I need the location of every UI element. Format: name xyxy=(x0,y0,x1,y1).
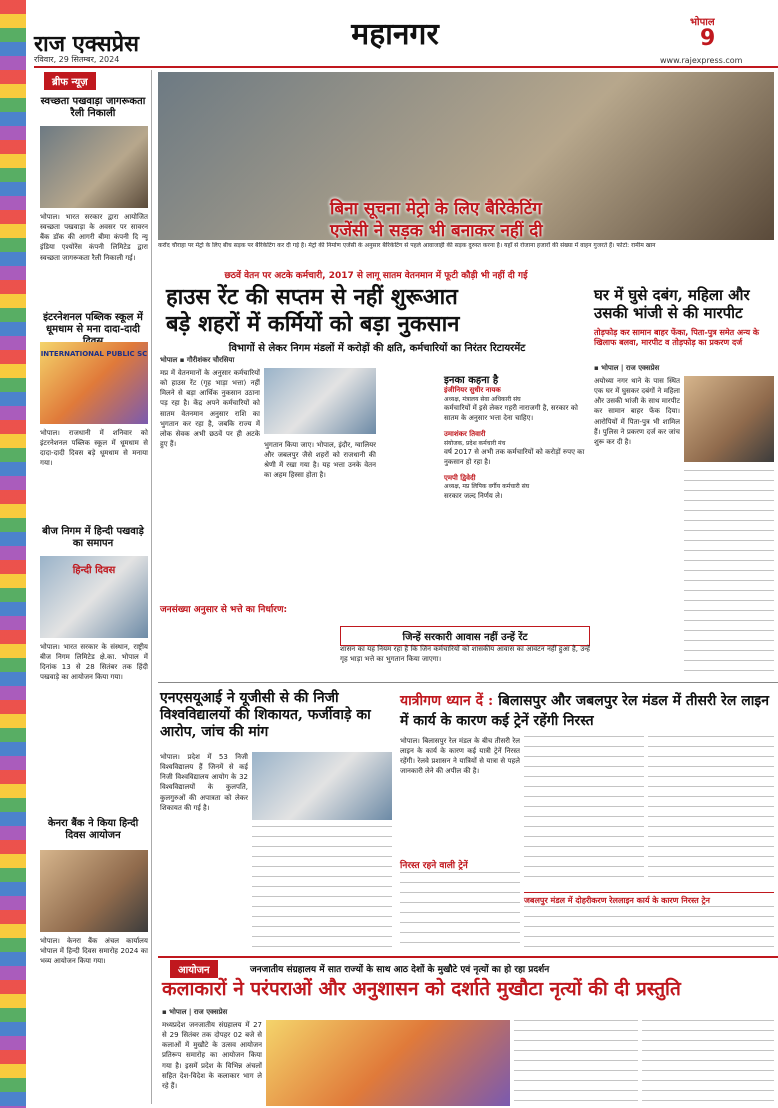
quote-section-title: इनका कहना है xyxy=(444,375,499,386)
culture-tag: आयोजन xyxy=(170,960,218,978)
culture-column-2 xyxy=(514,1020,638,1106)
rail-headline-block xyxy=(400,690,774,730)
rail-subhead-2: जबलपुर मंडल में दोहरीकरण रेललाइन कार्य के कारण निरस्त ट्रेन xyxy=(524,892,774,906)
brief-title-1: स्वच्छता पखवाड़ा जागरूकता रैली निकाली xyxy=(40,96,146,119)
brief-title-3: बीज निगम में हिन्दी पखवाड़े का समापन xyxy=(42,526,144,549)
brief-title-2: इंटरनेशनल पब्लिक स्कूल में धूमधाम से मना दादा-दादी xyxy=(43,312,143,335)
culture-byline: ▪ भोपाल | राज एक्सप्रेस xyxy=(162,1008,228,1016)
mid-rule xyxy=(158,682,778,683)
quote-1 xyxy=(444,386,588,424)
brief-photo-bank xyxy=(40,850,148,932)
section-title: महानगर xyxy=(351,17,439,52)
assault-headline-line1: घर में घुसे दबंग, महिला और xyxy=(594,286,750,304)
assault-text: अयोध्या नगर थाने के पास स्थित एक घर में घुसकर दबंगों ने महिला और उसकी भांजी के साथ मारपीट कर सामान बाहर फेंक दिया। आरोपियों में पिता-पुत्र भी शामिल हैं। पुलिस ने प्रकरण दर्ज कर जांच शुरू कर दी है। xyxy=(594,377,680,446)
house-in-hand-photo xyxy=(264,368,376,434)
assault-photo xyxy=(684,376,774,462)
rail-headline: बिलासपुर और जबलपुर रेल मंडल में तीसरी रेल लाइन में कार्य के कारण कई ट्रेनें रहेंगी निरस्त xyxy=(400,693,770,730)
rail-column-3 xyxy=(648,736,774,886)
hra-box-title: जिन्हें सरकारी आवास नहीं उन्हें रेंट xyxy=(340,626,590,646)
rail-text: भोपाल। बिलासपुर रेल मंडल के बीच तीसरी रेल लाइन के कार्य के कारण कई यात्री ट्रेनें निरस्त रहेंगी। रेलवे प्रशासन ने यात्रियों से यात्रा से पहले जानकारी लेने की अपील की है। xyxy=(400,737,520,776)
brief-text-1: भोपाल। भारत सरकार द्वारा आयोजित स्वच्छता पखवाड़ा के अवसर पर सावरन बैंक डॉक की आगरी बीमा कंपनी दि न्यू इंडिया एश्योरेंस कंपनी लिमिटेड द्वारा स्वच्छता जागरूकता रैली निकाली गई। xyxy=(40,213,148,262)
brief-photo-seed xyxy=(40,556,148,638)
hra-byline: भोपाल ▪ गौरीशंकर चौरसिया xyxy=(160,356,235,364)
masthead-rule xyxy=(34,66,778,68)
metro-headline-line2: एजेंसी ने सड़क भी बनाकर नहीं दी xyxy=(330,221,543,242)
newspaper-name: राज एक्सप्रेस xyxy=(34,31,139,57)
assault-deck: तोड़फोड़ कर सामान बाहर फेंका, पिता-पुत्र समेत अन्य के खिलाफ बलवा, मारपीट व तोड़फोड़ का प्रकरण दर्ज xyxy=(594,328,760,348)
culture-headline: कलाकारों ने परंपराओं और अनुशासन को दर्शाते मुखौटा नृत्यों की दी प्रस्तुति xyxy=(162,978,681,1000)
mask-dance-photo xyxy=(266,1020,510,1106)
hra-box-text: शासन का यह नियम रहा है कि जिन कर्मचारियों को शासकीय आवास का आवंटन नहीं हुआ है, उन्हें गृह भाड़ा भत्ते का भुगतान किया जाएगा। xyxy=(340,645,590,664)
rail-column-2 xyxy=(524,736,644,886)
ugc-text-continued xyxy=(252,826,392,952)
ugc-photo xyxy=(252,752,392,820)
brief-text-4: भोपाल। केनरा बैंक अंचल कार्यालय भोपाल में हिन्दी दिवस समारोह 2024 का भव्य आयोजन किया गया। xyxy=(40,937,148,966)
hra-deck: विभागों से लेकर निगम मंडलों में करोड़ों की क्षति, कर्मचारियों का निरंतर रिटायरमेंट xyxy=(228,343,526,354)
assault-headline xyxy=(594,286,774,323)
hra-headline xyxy=(166,284,586,338)
hra-text-2: भुगतान किया जाए। भोपाल, इंदौर, ग्वालियर और जबलपुर जैसे शहरों को राजधानी की श्रेणी में रखा गया है। यह भत्ता उनके वेतन का अहम हिस्सा होता है। xyxy=(264,441,376,480)
school-banner-text: INTERNATIONAL PUBLIC SC xyxy=(40,350,148,358)
quote-2-text: वर्ष 2017 से अभी तक कर्मचारियों को करोड़ों रुपए का नुकसान हो रहा है। xyxy=(444,447,585,466)
brief-photo-rally xyxy=(40,126,148,208)
hra-headline-line1: हाउस रेंट की सप्तम से नहीं शुरूआत xyxy=(166,284,458,310)
assault-headline-line2: उसकी भांजी से की मारपीट xyxy=(594,304,743,323)
rail-jabalpur-text xyxy=(524,906,774,952)
rail-subhead: निरस्त रहने वाली ट्रेनें xyxy=(400,861,468,871)
brief-photo-school xyxy=(40,342,148,424)
culture-text: मध्यप्रदेश जनजातीय संग्रहालय में 27 से 29 सितंबर तक दोपहर 02 बजे से कलाओं में मुखौटे के उत्सव आयोजन प्रतिरूप समारोह का आयोजन किया गया है। इसमें प्रदेश के विभिन्न अंचलों सहित देश-विदेश के कलाकार भाग ले रहे हैं। xyxy=(162,1021,262,1090)
website-link[interactable]: www.rajexpress.com xyxy=(660,56,743,65)
quote-2-name: उमाशंकर तिवारी xyxy=(444,429,486,438)
brief-tag: ब्रीफ न्यूज़ xyxy=(44,72,96,90)
city-label: भोपाल xyxy=(690,17,715,28)
assault-text-continued xyxy=(684,470,774,674)
page-number: 9 xyxy=(700,26,716,51)
hra-kicker: छठवें वेतन पर अटके कर्मचारी, 2017 से लागू सातम वेतनमान में फूटी कौड़ी भी नहीं दी गई xyxy=(224,271,528,281)
culture-rule xyxy=(158,956,778,958)
brief-title-4: केनरा बैंक ने किया हिन्दी दिवस आयोजन xyxy=(47,818,139,841)
rail-trains-list xyxy=(400,872,520,952)
quote-1-text: कर्मचारियों में इसे लेकर गहरी नाराजगी है, सरकार को सातम के अनुसार भत्ता देना चाहिए। xyxy=(444,404,578,422)
ugc-text: भोपाल। प्रदेश में 53 निजी विश्वविद्यालय हैं जिनमें से कई निजी विश्वविद्यालय आयोग के 32 विश्वविद्यालयों के कुलपति, कुलगुरुओं की अपात्रता को लेकर शिकायत की गई है। xyxy=(160,753,248,812)
quote-3 xyxy=(444,474,588,502)
quote-3-text: सरकार जल्द निर्णय ले। xyxy=(444,491,503,500)
culture-kicker: जनजातीय संग्रहालय में सात राज्यों के साथ आठ देशों के मुखौटे एवं नृत्यों का हो रहा प्रदर्शन xyxy=(250,965,550,975)
metro-caption: करोंद चौराहा पर मेट्रो के लिए बीच सड़क पर बैरिकेटिंग कर दी गई है। मेट्रो की निर्माण एजेंसी के अनुसार बैरिकेटिंग से पहले आवाजाही की सड़क दुरुस्त करना है। यहाँ से रोजाना हजारों की संख्या में वाहन गुजरते हैं। फोटो: रामीम खान xyxy=(158,242,656,249)
quote-1-name: इंजीनियर सुधीर नायक xyxy=(444,386,501,394)
hra-text-1: मप्र में वेतनमानों के अनुसार कर्मचारियों को हाउस रेंट (गृह भाड़ा भत्ता) नहीं मिलने से बड़ा आर्थिक नुकसान उठाना पड़ रहा है। केंद्र अपने कर्मचारियों को सातम वेतनमान अनुसार राशि का भुगतान कर रहा है, जबकि राज्य में लोक सेवक अभी छठवें पर ही अटके हुए हैं। xyxy=(160,369,260,448)
issue-date: रविवार, 29 सितम्बर, 2024 xyxy=(34,55,120,64)
color-strip xyxy=(0,0,26,1108)
quote-3-name: एमपी द्विवेदी xyxy=(444,473,476,482)
seed-banner-text: हिन्दी दिवस xyxy=(72,565,116,576)
assault-byline: ▪ भोपाल | राज एक्सप्रेस xyxy=(594,364,660,372)
brief-text-3: भोपाल। भारत सरकार के संस्थान, राष्ट्रीय बीज निगम लिमिटेड क्षे.का. भोपाल में दिनांक 13 से 28 सितंबर तक हिंदी पखवाड़े का आयोजन किया गया। xyxy=(40,643,148,682)
hra-subhead: जनसंख्या अनुसार से भत्ते का निर्धारण: xyxy=(160,605,288,615)
metro-headline xyxy=(330,198,720,242)
quote-3-role: अध्यक्ष, मप्र लिपिक वर्गीय कर्मचारी संघ xyxy=(444,483,530,491)
rail-kicker: यात्रीगण ध्यान दें : xyxy=(400,693,494,709)
quote-1-role: अध्यक्ष, मंत्रालय सेवा अधिकारी संघ xyxy=(444,395,521,403)
metro-headline-line1: बिना सूचना मेट्रो के लिए बैरिकेटिंग xyxy=(330,199,542,219)
brief-text-2: भोपाल। राजधानी में शनिवार को इंटरनेशनल पब्लिक स्कूल में धूमधाम से दादा-दादी दिवस बड़े धूमधाम से मनाया गया। xyxy=(40,429,148,468)
quote-2-role: संयोजक, प्रदेश कर्मचारी मंच xyxy=(444,439,506,447)
ugc-headline: एनएसयूआई ने यूजीसी से की निजी विश्वविद्यालयों की शिकायत, फर्जीवाड़े का आरोप, जांच की मांग xyxy=(160,690,371,741)
culture-column-3 xyxy=(642,1020,774,1106)
quote-2 xyxy=(444,430,588,468)
hra-headline-line2: बड़े शहरों में कर्मियों को बड़ा नुकसान xyxy=(166,310,460,337)
quotes-column xyxy=(444,386,588,606)
